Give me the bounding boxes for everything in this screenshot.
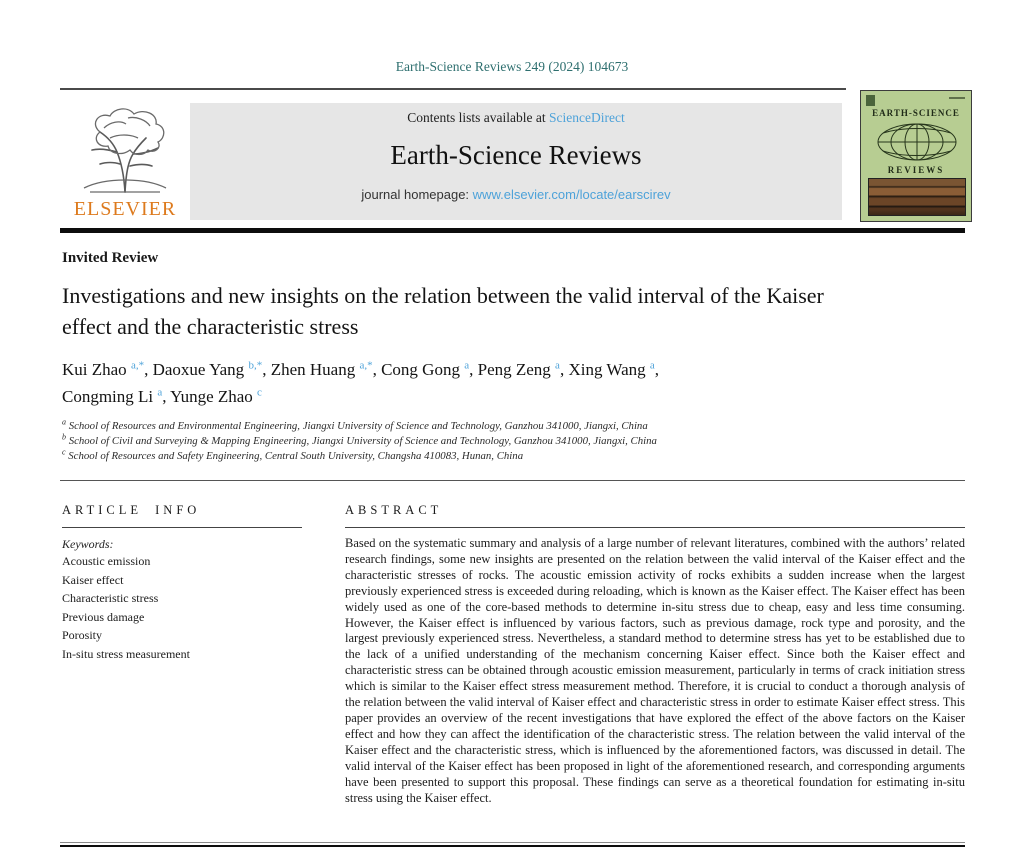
keyword-item: Characteristic stress — [62, 591, 159, 605]
affiliation-sup: b — [62, 432, 66, 442]
journal-masthead — [190, 103, 842, 220]
elsevier-wordmark: ELSEVIER — [73, 198, 177, 220]
author-affiliation-sup: a,* — [359, 359, 373, 372]
author-affiliation-sup: c — [257, 386, 262, 399]
abstract-heading: ABSTRACT — [345, 503, 443, 517]
article-title: Investigations and new insights on the relation between the valid interval of the Kaiser effect and the characteristic stress — [62, 283, 824, 339]
affiliation-line: $^a$ School of Resources and Environmental Engineering, Jiangxi University of Science and Technology, Ganzhou 341000, Jiangxi, China — [62, 417, 648, 432]
author-affiliation-sup: a — [464, 359, 470, 372]
sciencedirect-link[interactable]: ScienceDirect — [549, 110, 625, 125]
author-affiliation-sup: a — [157, 386, 163, 399]
citation-divider — [60, 88, 846, 90]
author-affiliation-sup: a,* — [130, 359, 145, 372]
keyword-item: Previous damage — [62, 609, 145, 624]
homepage-line — [190, 187, 842, 202]
elsevier-logo — [62, 104, 188, 222]
journal-citation: Earth-Science Reviews 249 (2024) 104673 — [395, 59, 629, 74]
author-affiliation-sup: b,* — [248, 359, 263, 372]
page-bottom-divider — [60, 842, 965, 847]
affiliation-line: $^b$ School of Civil and Surveying & Mapping Engineering, Jiangxi University of Science and Technology, Ganzhou 341000, Jiangxi, China — [62, 432, 657, 447]
globe-icon — [875, 121, 959, 163]
affiliation-sup: a — [62, 417, 66, 427]
author-name: Kui Zhao $^{a,*}$ — [62, 359, 145, 379]
cover-rock-photo — [868, 178, 966, 216]
article-info-section — [62, 503, 304, 663]
affiliation-sup: c — [62, 447, 66, 457]
keyword-item: Porosity — [62, 628, 103, 642]
cover-title-line2: REVIEWS — [887, 165, 945, 175]
author-name: Daoxue Yang $^{b,*}$ — [152, 359, 263, 379]
abstract-text: Based on the systematic summary and analysis of a large number of relevant literatures, combined with the authors’ related research findings, some new insights are presented on the relation between the valid interval of the Kaiser effect and the characteristic stresses of rocks. The acoustic emission activity of rocks exhibits a sudden increase when the largest previously experienced stress is exceeded during reloading, which is known as the Kaiser effect. The Kaiser effect has been widely used as one of the core-based methods to determine in-situ stress due to cheap, easy and less time consuming. However, the Kaiser effect is influenced by various factors, such as previous damage, rock type and porosity, and the largest previously experienced stress. Nevertheless, a standard method to determine stress has yet to be established due to the lack of a unified understanding of the mechanism concerning Kaiser effect. Since both the Kaiser effect and characteristic stress can be obtained through acoustic emission measurement, particularly in terms of crack initiation stress which is similar to the Kaiser effect stress measurement method. Therefore, it is crucial to conduct a thorough analysis of the relation between the valid interval of Kaiser effect and characteristic stress in order to estimate Kaiser effect stress. This paper provides an overview of the recent investigations that have explored the effect of the above factors on the Kaiser effect and how they can affect the identification of the characteristic stress. The relation between the valid interval of the Kaiser effect and the characteristic stress, which is influenced by the aforementioned factors, was discussed in detail. The valid interval of the Kaiser effect has been proposed in light of the aforementioned research, and corresponding arguments have been presented to support this proposal. These findings can serve as a theoretical foundation for estimating in-situ stress using the Kaiser effect. — [345, 536, 965, 805]
info-section-top-divider — [60, 480, 965, 481]
affiliation-line: $^c$ School of Resources and Safety Engineering, Central South University, Changsha 410083, Hunan, China — [62, 447, 524, 462]
author-name: Peng Zeng $^a$ — [477, 359, 560, 379]
article-info-heading: ARTICLE INFO — [62, 503, 201, 517]
cover-title-line1: EARTH-SCIENCE — [872, 108, 960, 118]
keywords-label: Keywords: — [62, 537, 114, 551]
keyword-item: Kaiser effect — [62, 572, 124, 587]
contents-line-text: Contents lists available at — [407, 110, 549, 125]
article-type-label: Invited Review — [62, 250, 159, 266]
journal-title: Earth-Science Reviews — [390, 140, 642, 170]
cover-issue-text — [949, 97, 965, 99]
article-info-heading-divider — [62, 527, 302, 528]
keyword-item: Acoustic emission — [62, 554, 151, 568]
author-name: Yunge Zhao $^c$ — [170, 386, 262, 406]
cover-publisher-mark — [866, 95, 875, 106]
author-name: Congming Li $^a$ — [62, 386, 163, 406]
header-divider-bar — [60, 228, 965, 233]
keyword-item: In-situ stress measurement — [62, 646, 190, 661]
keyword-list — [62, 552, 304, 663]
abstract-heading-divider — [345, 527, 965, 528]
elsevier-tree-icon — [70, 104, 180, 196]
affiliation-list — [62, 419, 942, 464]
author-affiliation-sup: a — [649, 359, 655, 372]
author-name: Cong Gong $^a$ — [381, 359, 470, 379]
author-list: Kui Zhao $^{a,*}$, Daoxue Yang $^{b,*}$, Zhen Huang $^{a,*}$, Cong Gong $^a$, Peng Zeng $^a$, Xing Wang $^a$, Congming Li $^a$, Yunge Zhao $^c$ — [62, 359, 660, 406]
contents-line — [190, 110, 842, 126]
homepage-prefix: journal homepage: — [361, 187, 473, 202]
author-name: Xing Wang $^a$ — [568, 359, 655, 379]
author-affiliation-sup: a — [555, 359, 560, 372]
abstract-section — [345, 503, 965, 806]
author-name: Zhen Huang $^{a,*}$ — [270, 359, 373, 379]
homepage-url-link[interactable]: www.elsevier.com/locate/earscirev — [472, 187, 671, 202]
journal-cover-thumbnail[interactable] — [860, 90, 972, 222]
